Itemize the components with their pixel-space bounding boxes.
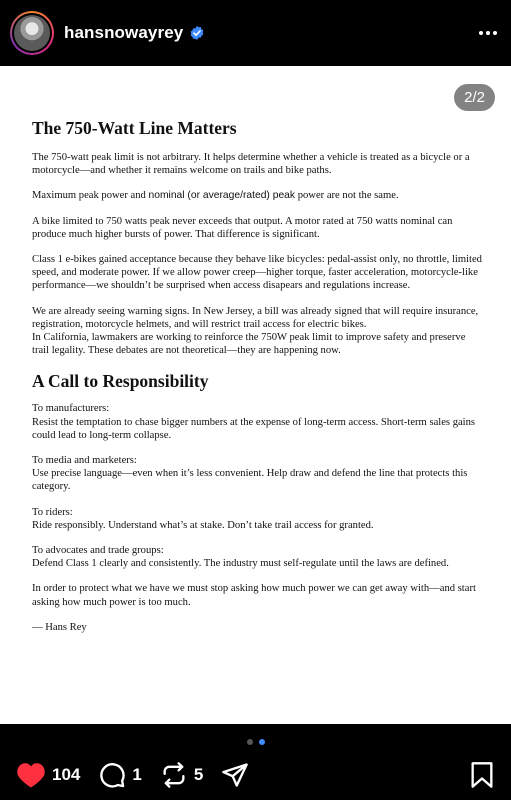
comment-icon — [98, 761, 126, 789]
label-manufacturers: To manufacturers: — [32, 403, 110, 415]
signature: — Hans Rey — [32, 621, 87, 633]
paragraph: A bike limited to 750 watts peak never exceeds that output. A motor rated at 750 watts nominal can produce much higher bursts of power. That difference is significant. — [32, 215, 453, 240]
paragraph: Resist the temptation to chase bigger numbers at the expense of long-term access. Short-term sales gains could lead to long-term collapse. — [32, 416, 476, 441]
document-page — [32, 118, 484, 646]
label-riders: To riders: — [32, 506, 73, 518]
action-bar — [0, 756, 511, 794]
paragraph: The 750-watt peak limit is not arbitrary. It helps determine whether a vehicle is treated as a bicycle or a motorcycle—and whether it remains welcome on trails and bike paths. — [32, 152, 470, 177]
paragraph: We are already seeing warning signs. In New Jersey, a bill was already signed that will require insurance, registration, motorcycle helmets, and will restrict trail access for electric bikes. — [32, 305, 479, 330]
verified-badge-icon — [189, 25, 205, 41]
label-media: To media and marketers: — [32, 455, 137, 467]
paragraph: Class 1 e-bikes gained acceptance because they behave like bicycles: pedal-assist only, no throttle, limited speed, and moderate power. If we allow power creep—higher torque, faster acceleration, motorcycle-like performance—we shouldn’t be surprised when access disapears and regulations increase. — [32, 254, 482, 292]
heading-750-watt: The 750-Watt Line Matters — [32, 118, 237, 138]
paragraph-closing: In order to protect what we have we must stop asking how much power we can get away with—and start asking how much power is too much. — [32, 583, 476, 608]
avatar-inner — [12, 13, 52, 53]
like-count: 104 — [52, 765, 81, 784]
carousel-indicator — [0, 739, 511, 745]
share-button[interactable] — [221, 761, 249, 789]
carousel-dot-active[interactable] — [259, 739, 265, 745]
paragraph: Ride responsibly. Understand what’s at stake. Don’t take trail access for granted. — [32, 519, 374, 531]
comment-button[interactable] — [98, 761, 141, 789]
bookmark-icon — [469, 761, 495, 789]
heart-icon — [16, 761, 46, 789]
paragraph: Defend Class 1 clearly and consistently. The industry must self-regulate until the laws are defined. — [32, 558, 449, 570]
avatar[interactable] — [10, 11, 54, 55]
paragraph: Maximum peak power and nominal (or average/rated) peak power are not the same. — [32, 190, 399, 202]
paragraph: In California, lawmakers are working to reinforce the 750W peak limit to improve safety and preserve trail legality. These debates are not theoretical—they are happening now. — [32, 332, 466, 357]
post-header — [0, 0, 511, 66]
like-button[interactable] — [16, 761, 80, 789]
send-icon — [221, 761, 249, 789]
ellipsis-icon[interactable] — [479, 23, 497, 43]
label-advocates: To advocates and trade groups: — [32, 545, 164, 557]
save-button[interactable] — [469, 761, 495, 789]
profile-photo — [14, 15, 50, 51]
comment-count: 1 — [132, 765, 142, 784]
carousel-dot[interactable] — [247, 739, 253, 745]
repost-count: 5 — [193, 765, 204, 784]
heading-call-to-responsibility: A Call to Responsibility — [32, 371, 209, 392]
page-counter: 2/2 — [454, 84, 495, 111]
repost-icon — [160, 761, 188, 789]
post-image[interactable] — [0, 66, 511, 724]
paragraph: Use precise language—even when it’s less convenient. Help draw and defend the line that protects this category. — [32, 468, 468, 493]
username[interactable]: hansnowayrey — [64, 23, 184, 42]
repost-button[interactable] — [160, 761, 203, 789]
